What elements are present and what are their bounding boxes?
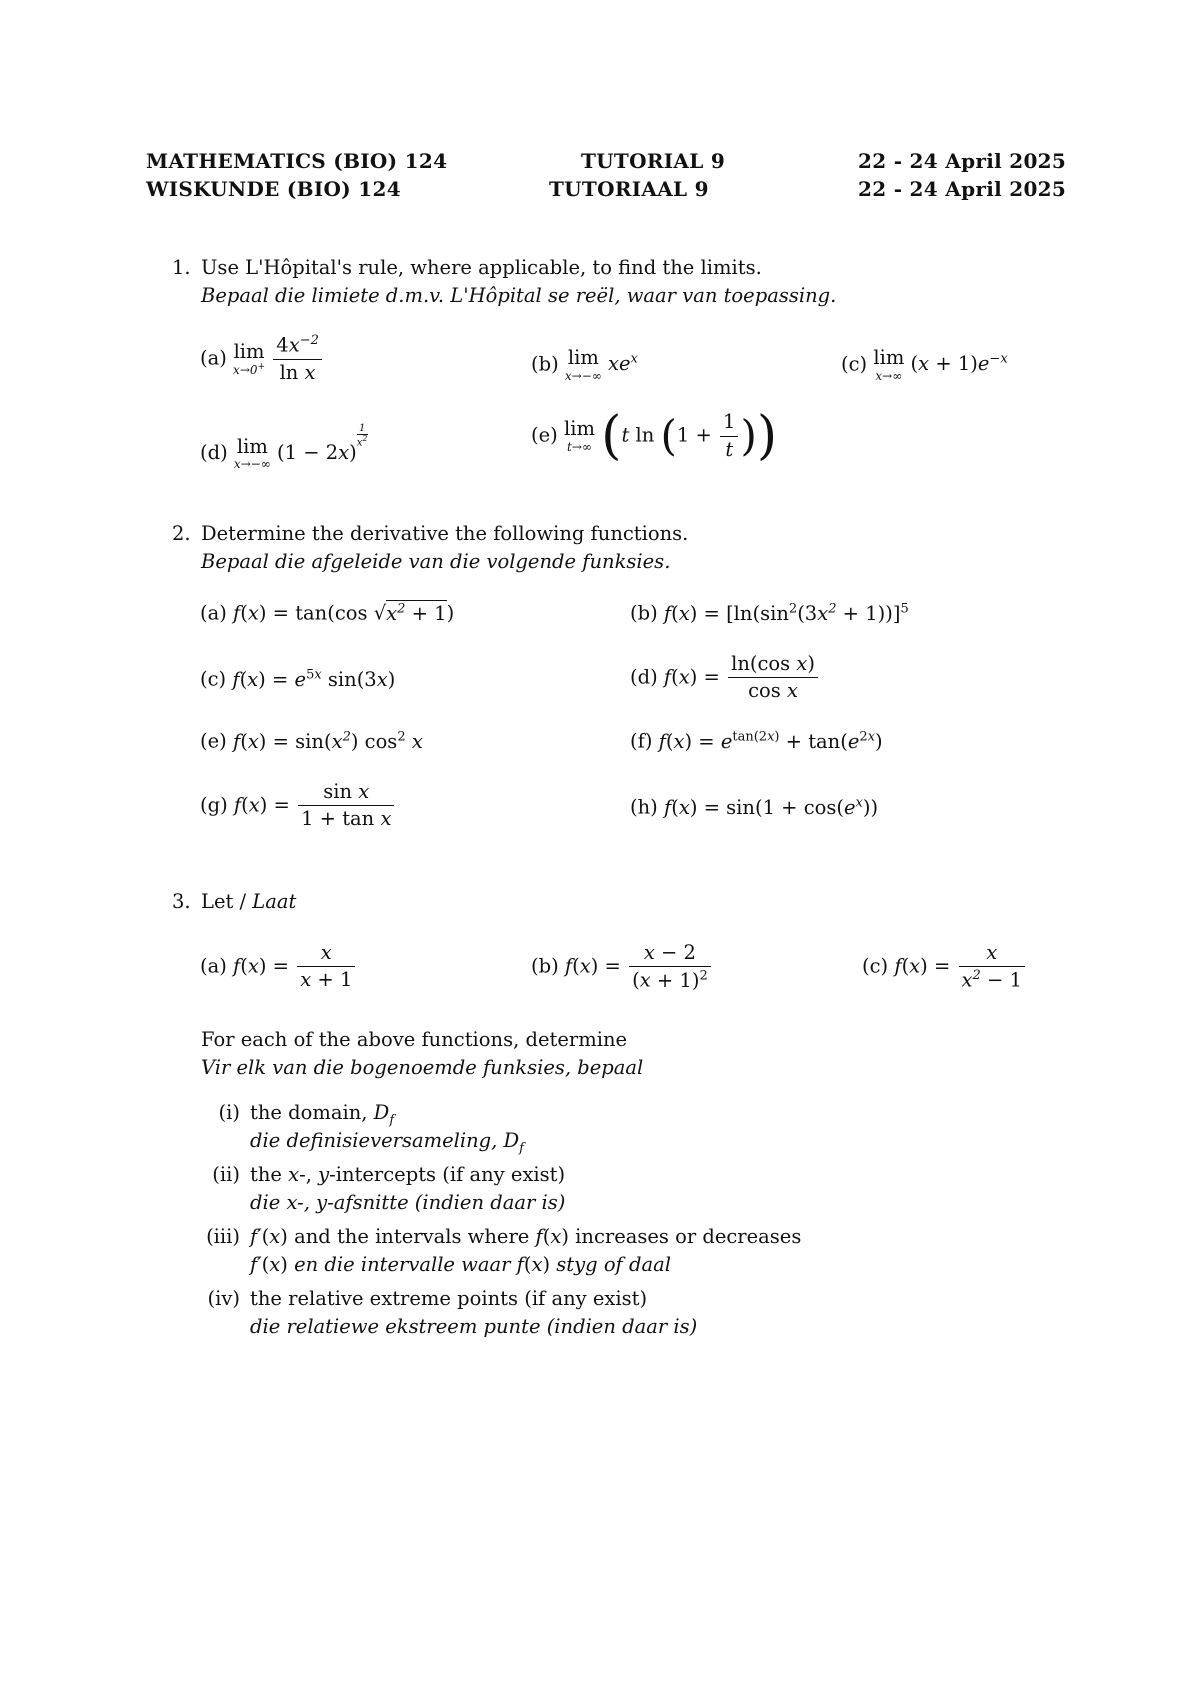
q1-label-d: (d) bbox=[200, 440, 228, 464]
subitem-ii-en-a: the bbox=[250, 1163, 289, 1186]
q2-label-f: (f) bbox=[630, 729, 653, 753]
date-en: 22 - 24 April 2025 bbox=[858, 149, 1067, 173]
q3-item-a: (a) f(x) = $\frac{x}{x + 1}$ bbox=[200, 942, 357, 992]
q2-label-h: (h) bbox=[630, 795, 658, 819]
course-title-af: WISKUNDE (BIO) 124 bbox=[146, 177, 401, 201]
subitem-iv-af: die relatiewe ekstreem punte (indien daar is) bbox=[250, 1315, 698, 1338]
q1-item-d: (d) lim x→−∞ (1 − 2x) $^{\frac{1}{x^2}}$ bbox=[200, 423, 368, 472]
question-1-text-af: Bepaal die limiete d.m.v. L'Hôpital se reël, waar van toepassing. bbox=[201, 284, 837, 307]
q3-label-b: (b) bbox=[531, 954, 559, 978]
subitem-iii-en-b: increases or decreases bbox=[568, 1225, 802, 1248]
q2-item-a: (a) f(x) = tan(cos $√x^2 + 1$) bbox=[200, 601, 455, 625]
question-2-number: 2. bbox=[172, 522, 191, 545]
question-1-text-en: Use L'Hôpital's rule, where applicable, to find the limits. bbox=[201, 256, 762, 279]
subitem-ii-en-b: -, bbox=[299, 1163, 319, 1186]
q3-instruction-en: For each of the above functions, determine bbox=[201, 1028, 628, 1051]
q2-label-e: (e) bbox=[200, 729, 227, 753]
subitem-iii-en-a: and the intervals where bbox=[287, 1225, 536, 1248]
subitem-label-ii: (ii) bbox=[212, 1163, 240, 1186]
subitem-label-i: (i) bbox=[218, 1101, 240, 1124]
subitem-iii-af-a: en die intervalle waar bbox=[287, 1253, 517, 1276]
q1-item-c: (c) lim x→∞ $(x + 1)e^{-x}$ bbox=[841, 346, 1008, 383]
q3-item-b: (b) f(x) = $\frac{x - 2}{(x + 1)^2}$ bbox=[531, 942, 713, 992]
subitem-i-en: the domain, bbox=[250, 1101, 374, 1124]
subitem-ii-af-c: -afsnitte (indien daar is) bbox=[327, 1191, 566, 1214]
q1-item-a: (a) lim x→0+ $\frac{4x^{-2}}{\text{ln x}}$ bbox=[200, 334, 324, 384]
q2-item-f: (f) $f(x) = e^{tan(2x)} + \tan(e^{2x})$ bbox=[630, 729, 883, 753]
q3-item-c: (c) f(x) = $\frac{x}{x^2 - 1}$ bbox=[862, 942, 1027, 992]
q2-item-d: (d) f(x) = $\frac{\text{ln(cos x)}}{\text{cos x}}$ bbox=[630, 653, 820, 703]
subitem-label-iii: (iii) bbox=[206, 1225, 240, 1248]
q2-label-d: (d) bbox=[630, 665, 658, 689]
question-3-text-en: Let / bbox=[201, 890, 253, 913]
q2-item-h: (h) $f(x) = \sin(1 + \cos(e^x))$ bbox=[630, 795, 879, 819]
q2-label-b: (b) bbox=[630, 601, 658, 625]
question-2-text-af: Bepaal die afgeleide van die volgende funksies. bbox=[201, 550, 671, 573]
question-1-number: 1. bbox=[172, 256, 191, 279]
tutorial-title-en: TUTORIAL 9 bbox=[581, 149, 726, 173]
q1-item-e: (e) lim t→∞ (t ln (1 + $\frac{1}{t}$ )) bbox=[531, 406, 778, 466]
subitem-label-iv: (iv) bbox=[207, 1287, 240, 1310]
q2-label-a: (a) bbox=[200, 601, 227, 625]
q1-item-b: (b) lim x→−∞ $xe^x$ bbox=[531, 346, 638, 383]
q2-item-b: (b) $f(x) = [\ln(\sin^2(3x^2 + 1))]^5$ bbox=[630, 601, 909, 625]
q3-label-a: (a) bbox=[200, 954, 227, 978]
date-af: 22 - 24 April 2025 bbox=[858, 177, 1067, 201]
subitem-ii-en-c: -intercepts (if any exist) bbox=[329, 1163, 566, 1186]
q2-item-c: (c) $f(x) = e^{5x}$ sin(3x) bbox=[200, 667, 396, 691]
question-3-text-af: Laat bbox=[252, 890, 297, 913]
q1-label-c: (c) bbox=[841, 352, 868, 376]
subitem-iv-en: the relative extreme points (if any exist) bbox=[250, 1287, 648, 1310]
q2-item-e: (e) $f(x) = \sin(x^2)$ $\cos^2 x$ bbox=[200, 729, 423, 753]
q2-item-g: (g) f(x) = $\frac{\text{sin x}}{\text{1 + tan x}}$ bbox=[200, 781, 396, 831]
q1-label-b: (b) bbox=[531, 352, 559, 376]
course-title-en: MATHEMATICS (BIO) 124 bbox=[146, 149, 448, 173]
q3-instruction-af: Vir elk van die bogenoemde funksies, bepaal bbox=[201, 1056, 644, 1079]
subitem-iii-af-b: styg of daal bbox=[550, 1253, 671, 1276]
tutorial-title-af: TUTORIAAL 9 bbox=[549, 177, 709, 201]
q2-label-c: (c) bbox=[200, 667, 227, 691]
q3-label-c: (c) bbox=[862, 954, 889, 978]
subitem-ii-af-a: die bbox=[250, 1191, 287, 1214]
subitem-i-af: die definisieversameling, bbox=[250, 1129, 504, 1152]
q2-label-g: (g) bbox=[200, 793, 228, 817]
question-3-number: 3. bbox=[172, 890, 191, 913]
subitem-ii-af-b: -, bbox=[297, 1191, 317, 1214]
q1-label-a: (a) bbox=[200, 346, 227, 370]
question-2-text-en: Determine the derivative the following functions. bbox=[201, 522, 689, 545]
q1-label-e: (e) bbox=[531, 423, 558, 447]
